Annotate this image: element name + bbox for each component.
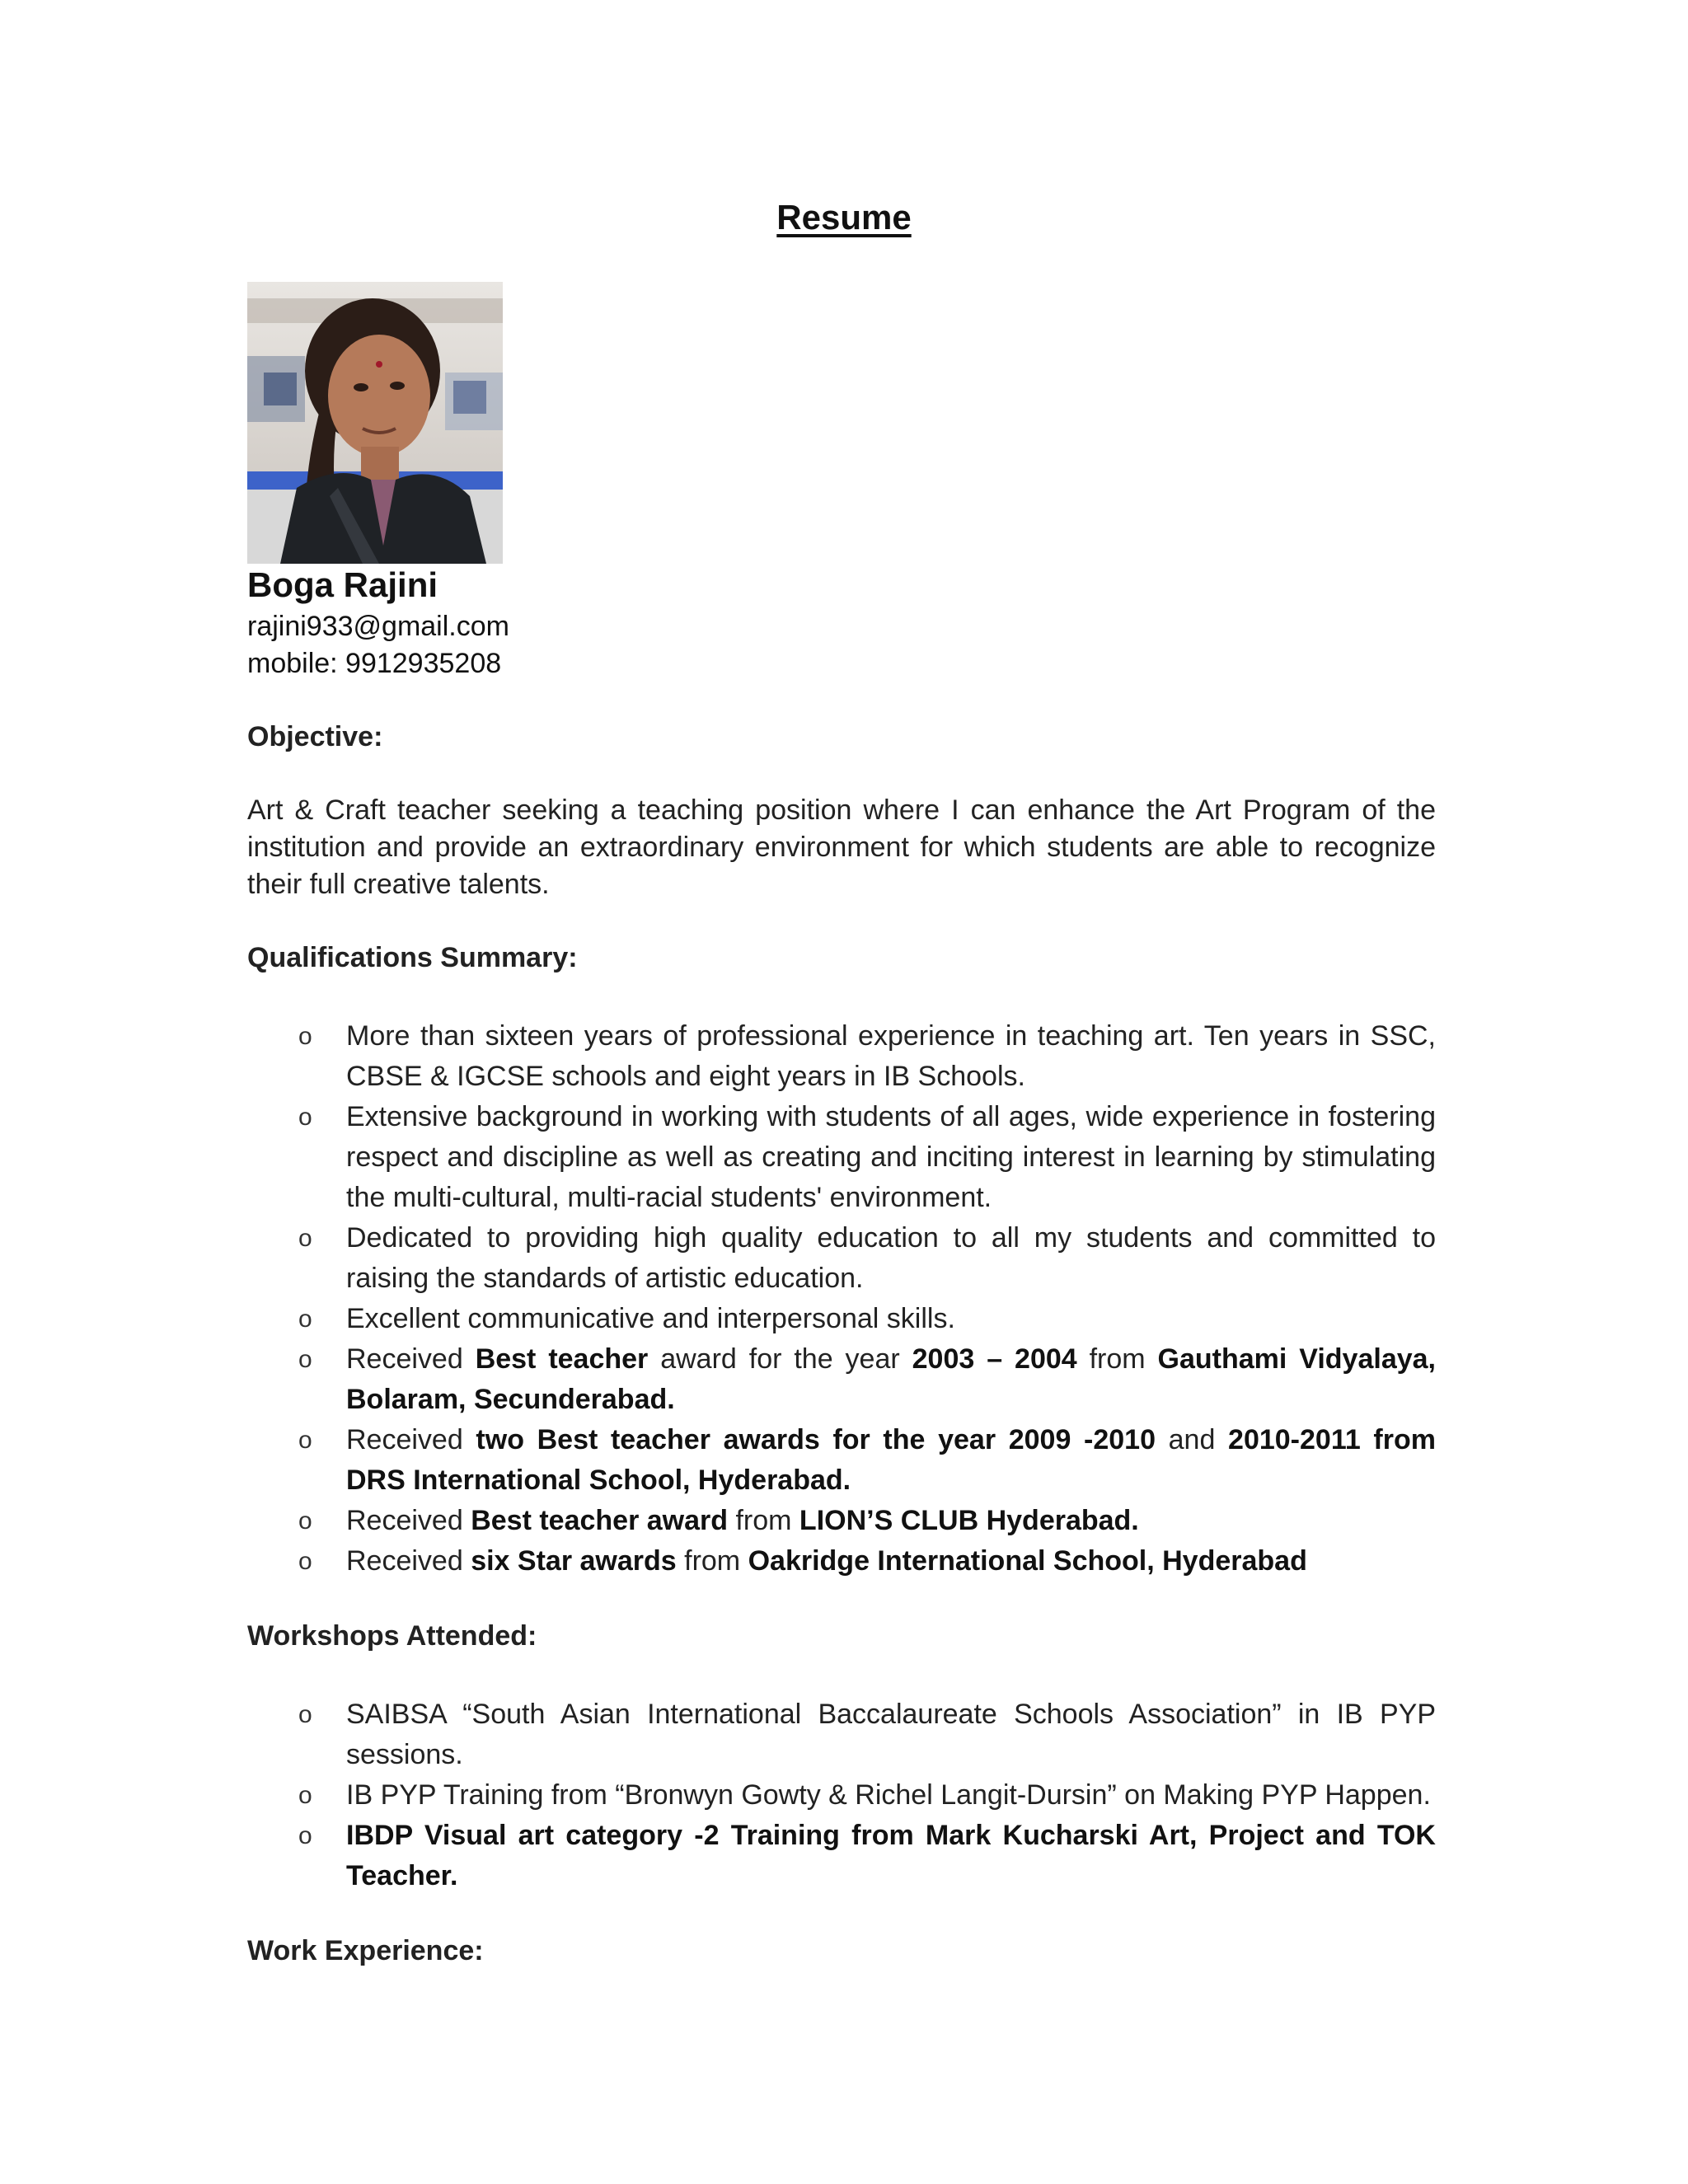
workshops-heading: Workshops Attended: <box>247 1620 537 1652</box>
work-experience-heading: Work Experience: <box>247 1935 484 1966</box>
award-name: two Best teacher awards for the year 2009 -2010 <box>476 1424 1156 1455</box>
list-item <box>247 1420 1436 1501</box>
list-item <box>247 1299 1436 1339</box>
objective-text: Art & Craft teacher seeking a teaching position where I can enhance the Art Program of the institution and provide an extraordinary environment for which students are able to recognize their full creative talents. <box>247 794 1436 900</box>
bullet-icon: o <box>298 1507 312 1535</box>
candidate-name: Boga Rajini <box>247 565 438 604</box>
list-item-text: SAIBSA “South Asian International Baccalaureate Schools Association” in IB PYP sessions. <box>346 1699 1436 1770</box>
list-item-text: and <box>1155 1424 1229 1455</box>
award-name: six Star awards <box>471 1545 677 1577</box>
qualifications-heading: Qualifications Summary: <box>247 942 578 973</box>
award-year: 2003 – 2004 <box>912 1343 1077 1375</box>
award-school: 2010-2011 from DRS International School, Hyderabad. <box>346 1424 1436 1496</box>
award-name: Best teacher <box>475 1343 649 1375</box>
bullet-icon: o <box>298 1104 312 1131</box>
mobile-number: mobile: 9912935208 <box>247 648 502 679</box>
bullet-icon: o <box>298 1701 312 1728</box>
resume-content <box>247 562 1436 1970</box>
email-address: rajini933@gmail.com <box>247 611 509 642</box>
list-item-text: Received <box>346 1343 476 1375</box>
list-item-text: IB PYP Training from “Bronwyn Gowty & Richel Langit-Dursin” on Making PYP Happen. <box>346 1779 1431 1811</box>
portrait-photo-icon <box>247 282 503 564</box>
bullet-icon: o <box>298 1225 312 1252</box>
list-item-text: award for the year <box>648 1343 912 1375</box>
list-item <box>247 1501 1436 1541</box>
bullet-icon: o <box>298 1427 312 1454</box>
award-school: Oakridge International School, Hyderabad <box>748 1545 1307 1577</box>
list-item <box>247 1218 1436 1299</box>
list-item <box>247 1694 1436 1775</box>
list-item <box>247 1339 1436 1420</box>
list-item <box>247 1097 1436 1218</box>
award-name: Best teacher award <box>471 1505 729 1536</box>
list-item-text: IBDP Visual art category -2 Training from Mark Kucharski Art, Project and TOK Teacher. <box>346 1820 1436 1891</box>
list-item-text: from <box>728 1505 799 1536</box>
list-item-text: Excellent communicative and interpersonal skills. <box>346 1303 955 1334</box>
award-school: Gauthami Vidyalaya, Bolaram, Secunderabad. <box>346 1343 1436 1415</box>
list-item <box>247 1816 1436 1896</box>
list-item-text: Received <box>346 1545 471 1577</box>
list-item-text: Extensive background in working with students of all ages, wide experience in fostering respect and discipline as well as creating and inciting interest in learning by stimulating the multi-cultural, multi-racial students' environment. <box>346 1101 1436 1213</box>
workshops-list <box>247 1694 1436 1896</box>
list-item-text: More than sixteen years of professional experience in teaching art. Ten years in SSC, CBSE & IGCSE schools and eight years in IB Schools. <box>346 1020 1436 1092</box>
list-item <box>247 1016 1436 1097</box>
list-item <box>247 1541 1436 1582</box>
list-item-text: from <box>676 1545 748 1577</box>
list-item <box>247 1775 1436 1816</box>
bullet-icon: o <box>298 1305 312 1333</box>
list-item-text: Received <box>346 1505 471 1536</box>
award-school: LION’S CLUB Hyderabad. <box>799 1505 1139 1536</box>
objective-heading: Objective: <box>247 721 383 752</box>
bullet-icon: o <box>298 1822 312 1849</box>
bullet-icon: o <box>298 1548 312 1575</box>
bullet-icon: o <box>298 1782 312 1809</box>
bullet-icon: o <box>298 1346 312 1373</box>
list-item-text: Received <box>346 1424 476 1455</box>
qualifications-list <box>247 1016 1436 1582</box>
page-title: Resume <box>776 198 912 237</box>
list-item-text: Dedicated to providing high quality education to all my students and committed to raising the standards of artistic education. <box>346 1222 1436 1294</box>
list-item-text: from <box>1076 1343 1158 1375</box>
bullet-icon: o <box>298 1023 312 1050</box>
